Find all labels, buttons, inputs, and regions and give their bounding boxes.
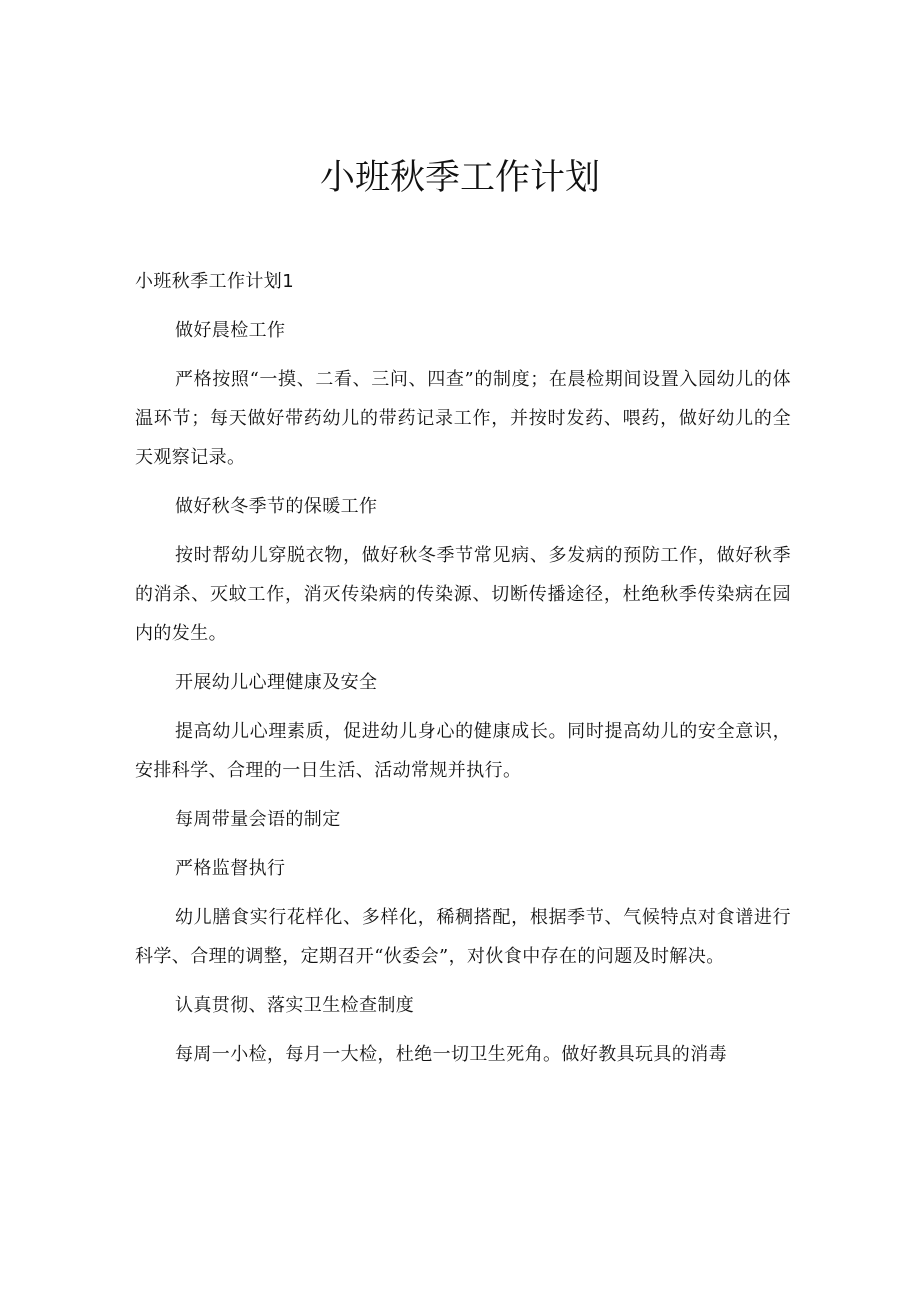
heading-weekly-diet: 每周带量会语的制定 [175, 809, 341, 830]
paragraph-hygiene-inspection: 每周一小检，每月一大检，杜绝一切卫生死角。做好教具玩具的消毒 [175, 1044, 727, 1065]
page-title: 小班秋季工作计划 [319, 158, 600, 198]
paragraph-mental-health-safety: 提高幼儿心理素质，促进幼儿身心的健康成长。同时提高幼儿的安全意识，安排科学、合理的一日生活、活动常规并执行。 [135, 721, 791, 781]
document-body [135, 262, 791, 1084]
heading-hygiene-inspection: 认真贯彻、落实卫生检查制度 [175, 995, 415, 1016]
paragraph-morning-check: 严格按照“一摸、二看、三问、四查”的制度；在晨检期间设置入园幼儿的体温环节；每天做好带药幼儿的带药记录工作，并按时发药、喂药，做好幼儿的全天观察记录。 [135, 369, 791, 468]
heading-keep-warm: 做好秋冬季节的保暖工作 [175, 496, 378, 517]
heading-strict-supervision: 严格监督执行 [175, 858, 286, 879]
heading-morning-check: 做好晨检工作 [175, 320, 286, 341]
paragraph-diet: 幼儿膳食实行花样化、多样化，稀稠搭配，根据季节、气候特点对食谱进行科学、合理的调整，定期召开“伙委会”，对伙食中存在的问题及时解决。 [135, 907, 791, 967]
heading-mental-health-safety: 开展幼儿心理健康及安全 [175, 672, 378, 693]
section-subtitle: 小班秋季工作计划1 [135, 271, 295, 292]
paragraph-keep-warm: 按时帮幼儿穿脱衣物，做好秋冬季节常见病、多发病的预防工作，做好秋季的消杀、灭蚊工作，消灭传染病的传染源、切断传播途径，杜绝秋季传染病在园内的发生。 [135, 545, 791, 644]
